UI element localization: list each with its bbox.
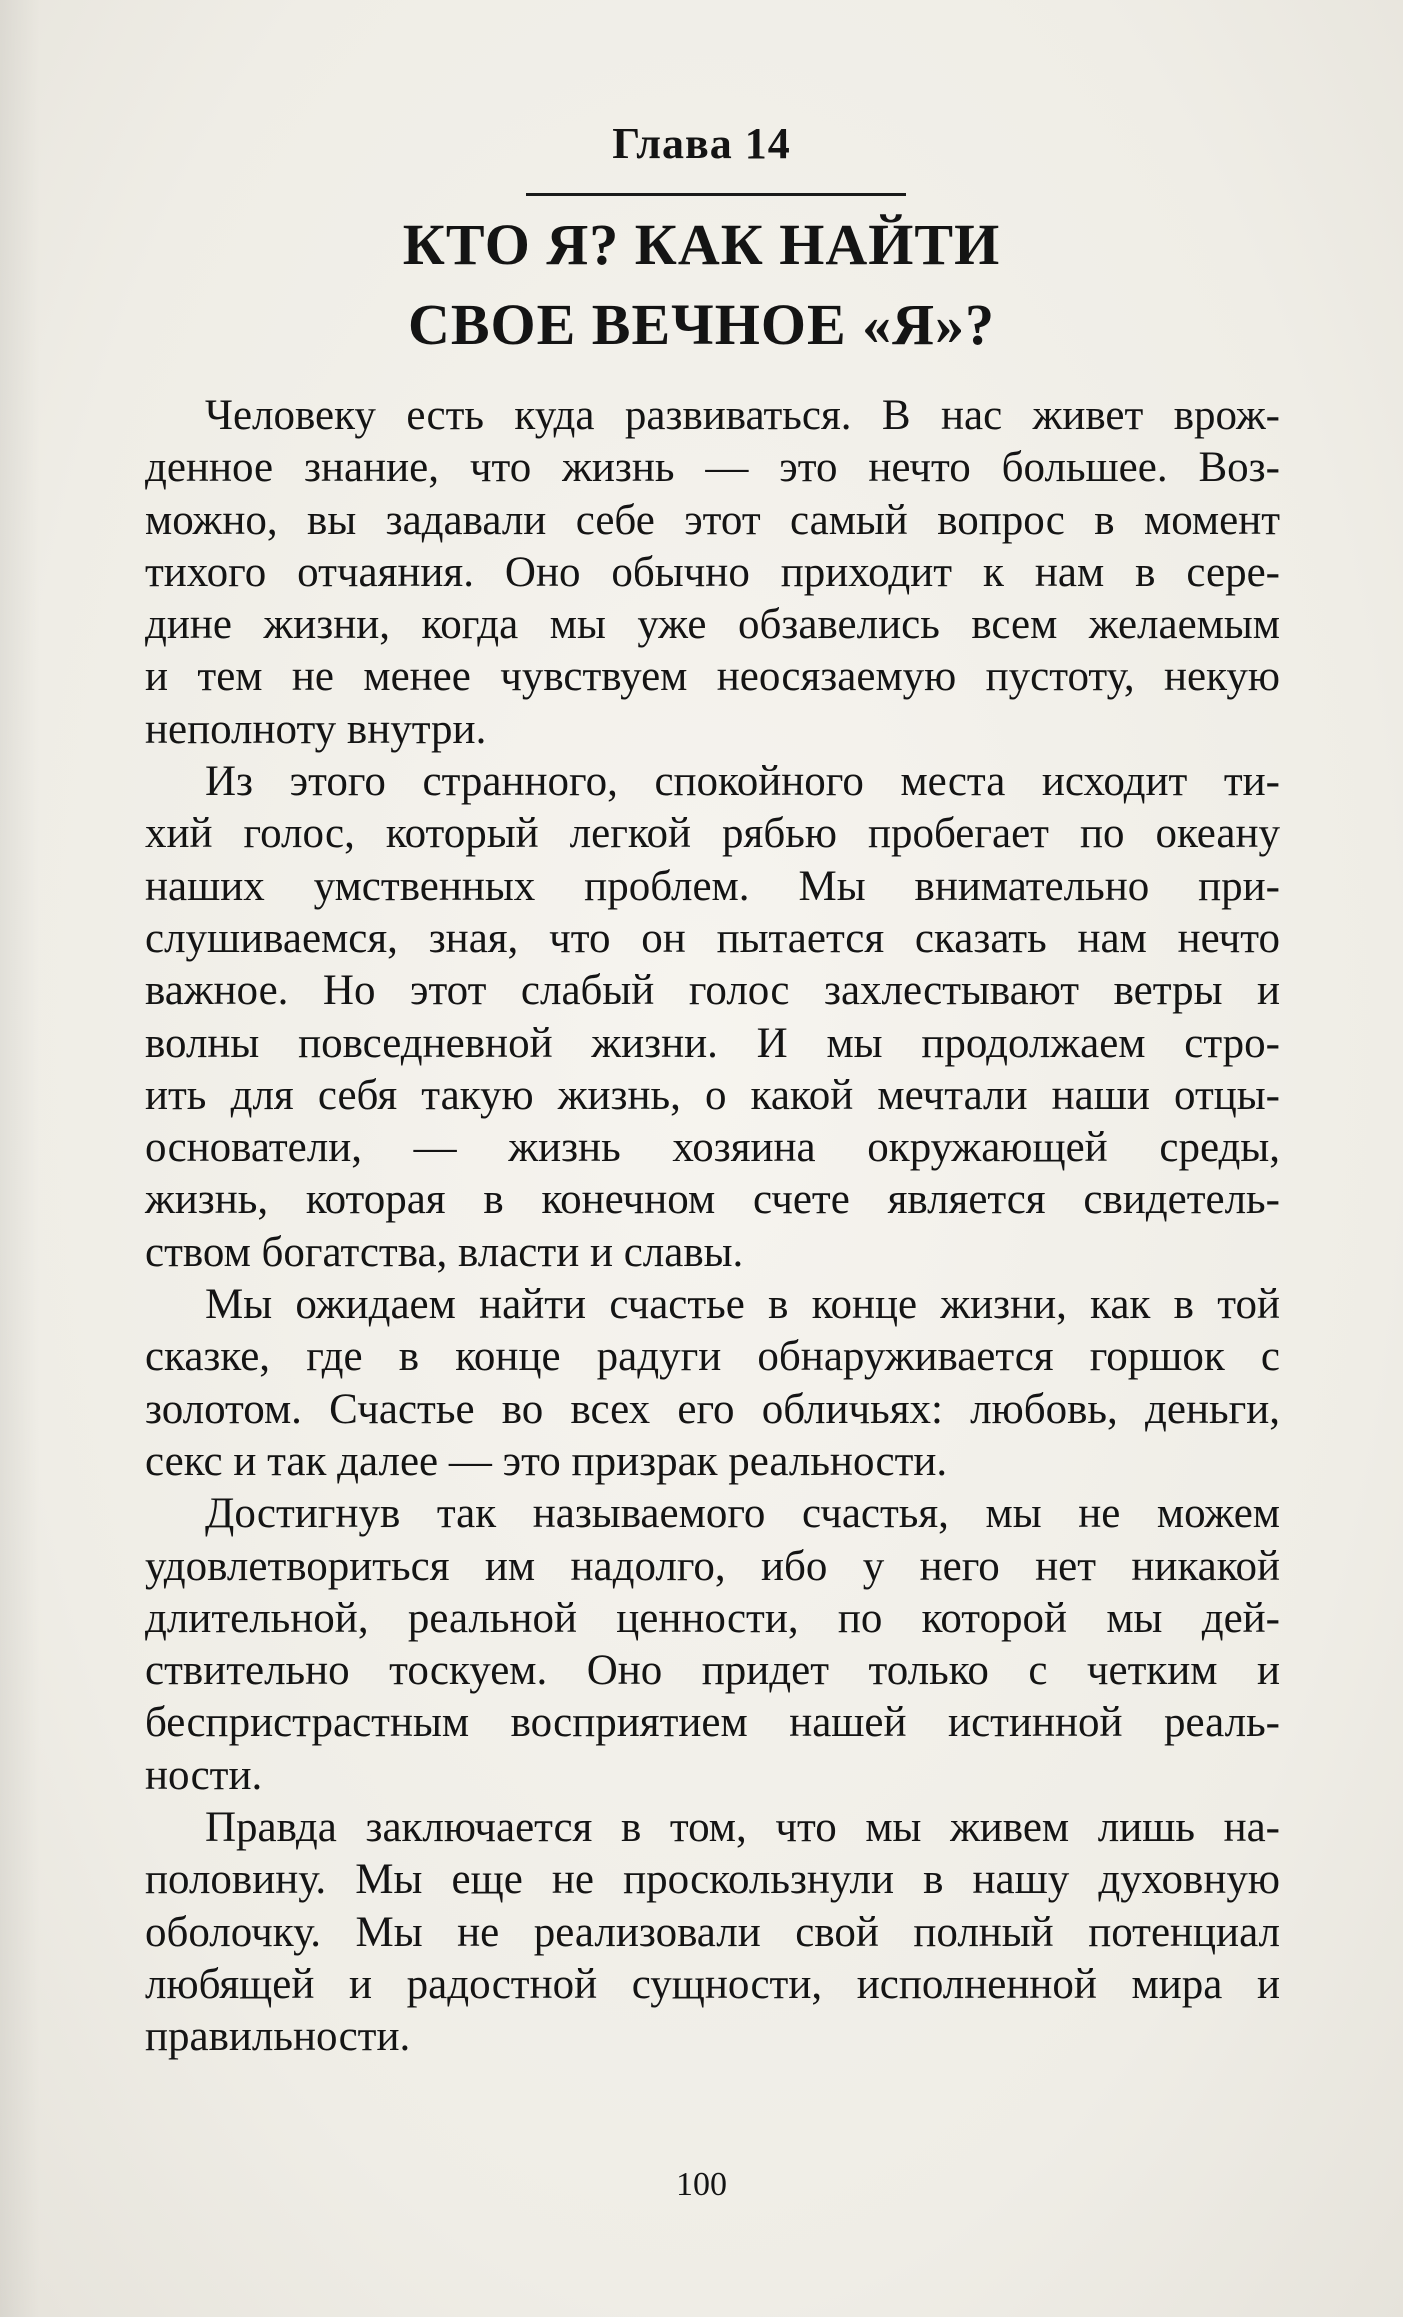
text-line: Мы ожидаем найти счастье в конце жизни, как в той xyxy=(205,1281,1280,1329)
text-line: любящей и радостной сущности, исполненной мира и xyxy=(145,1960,1280,2008)
text-line: хий голос, который легкой рябью пробегает по океану xyxy=(145,810,1280,858)
text-line: Правда заключается в том, что мы живем лишь на- xyxy=(205,1804,1280,1852)
text-line: ством богатства, власти и славы. xyxy=(145,1228,744,1276)
text-line: основатели, — жизнь хозяина окружающей среды, xyxy=(145,1124,1280,1172)
text-line: дине жизни, когда мы уже обзавелись всем желаемым xyxy=(145,601,1280,649)
text-line: тихого отчаяния. Оно обычно приходит к нам в сере- xyxy=(145,548,1280,596)
chapter-rule xyxy=(526,193,906,196)
text-line: важное. Но этот слабый голос захлестывают ветры и xyxy=(145,967,1280,1015)
text-line: оболочку. Мы не реализовали свой полный потенциал xyxy=(145,1908,1280,1956)
text-line: Из этого странного, спокойного места исходит ти- xyxy=(205,758,1280,806)
text-line: и тем не менее чувствуем неосязаемую пустоту, некую xyxy=(145,653,1280,701)
text-line: беспристрастным восприятием нашей истинной реаль- xyxy=(145,1699,1280,1747)
text-line: Достигнув так называемого счастья, мы не можем xyxy=(205,1490,1280,1538)
title-line: КТО Я? КАК НАЙТИ xyxy=(402,212,1001,277)
text-line: удовлетвориться им надолго, ибо у него нет никакой xyxy=(145,1542,1280,1590)
text-line: слушиваемся, зная, что он пытается сказать нам нечто xyxy=(145,914,1280,962)
text-line: золотом. Счастье во всех его обличьях: любовь, деньги, xyxy=(145,1385,1280,1433)
text-line: половину. Мы еще не проскользнули в нашу духовную xyxy=(145,1856,1280,1904)
text-line: сказке, где в конце радуги обнаруживается горшок с xyxy=(145,1333,1280,1381)
paragraph xyxy=(145,390,1280,756)
text-line: ить для себя такую жизнь, о какой мечтали наши отцы- xyxy=(145,1071,1280,1119)
chapter-title xyxy=(0,205,1403,365)
text-line: наших умственных проблем. Мы внимательно при- xyxy=(145,862,1280,910)
text-line: длительной, реальной ценности, по которой мы дей- xyxy=(145,1594,1280,1642)
paragraph xyxy=(145,1802,1280,2063)
paragraph xyxy=(145,1488,1280,1802)
paragraph xyxy=(145,756,1280,1279)
text-line: жизнь, которая в конечном счете является свидетель- xyxy=(145,1176,1280,1224)
title-line: СВОЕ ВЕЧНОЕ «Я»? xyxy=(407,292,996,357)
text-line: неполноту внутри. xyxy=(145,705,487,753)
text-line: денное знание, что жизнь — это нечто большее. Воз- xyxy=(145,444,1280,492)
text-line: ности. xyxy=(145,1751,263,1799)
paragraph xyxy=(145,1279,1280,1488)
text-line: можно, вы задавали себе этот самый вопрос в момент xyxy=(145,496,1280,544)
page-number: 100 xyxy=(676,2166,727,2203)
text-line: секс и так далее — это призрак реальности. xyxy=(145,1437,948,1485)
text-line: ствительно тоскуем. Оно придет только с четким и xyxy=(145,1647,1280,1695)
text-line: волны повседневной жизни. И мы продолжаем стро- xyxy=(145,1019,1280,1067)
text-line: правильности. xyxy=(145,2013,411,2061)
chapter-label: Глава 14 xyxy=(612,119,791,168)
text-line: Человеку есть куда развиваться. В нас живет врож- xyxy=(205,392,1280,439)
body-text xyxy=(145,390,1280,2064)
